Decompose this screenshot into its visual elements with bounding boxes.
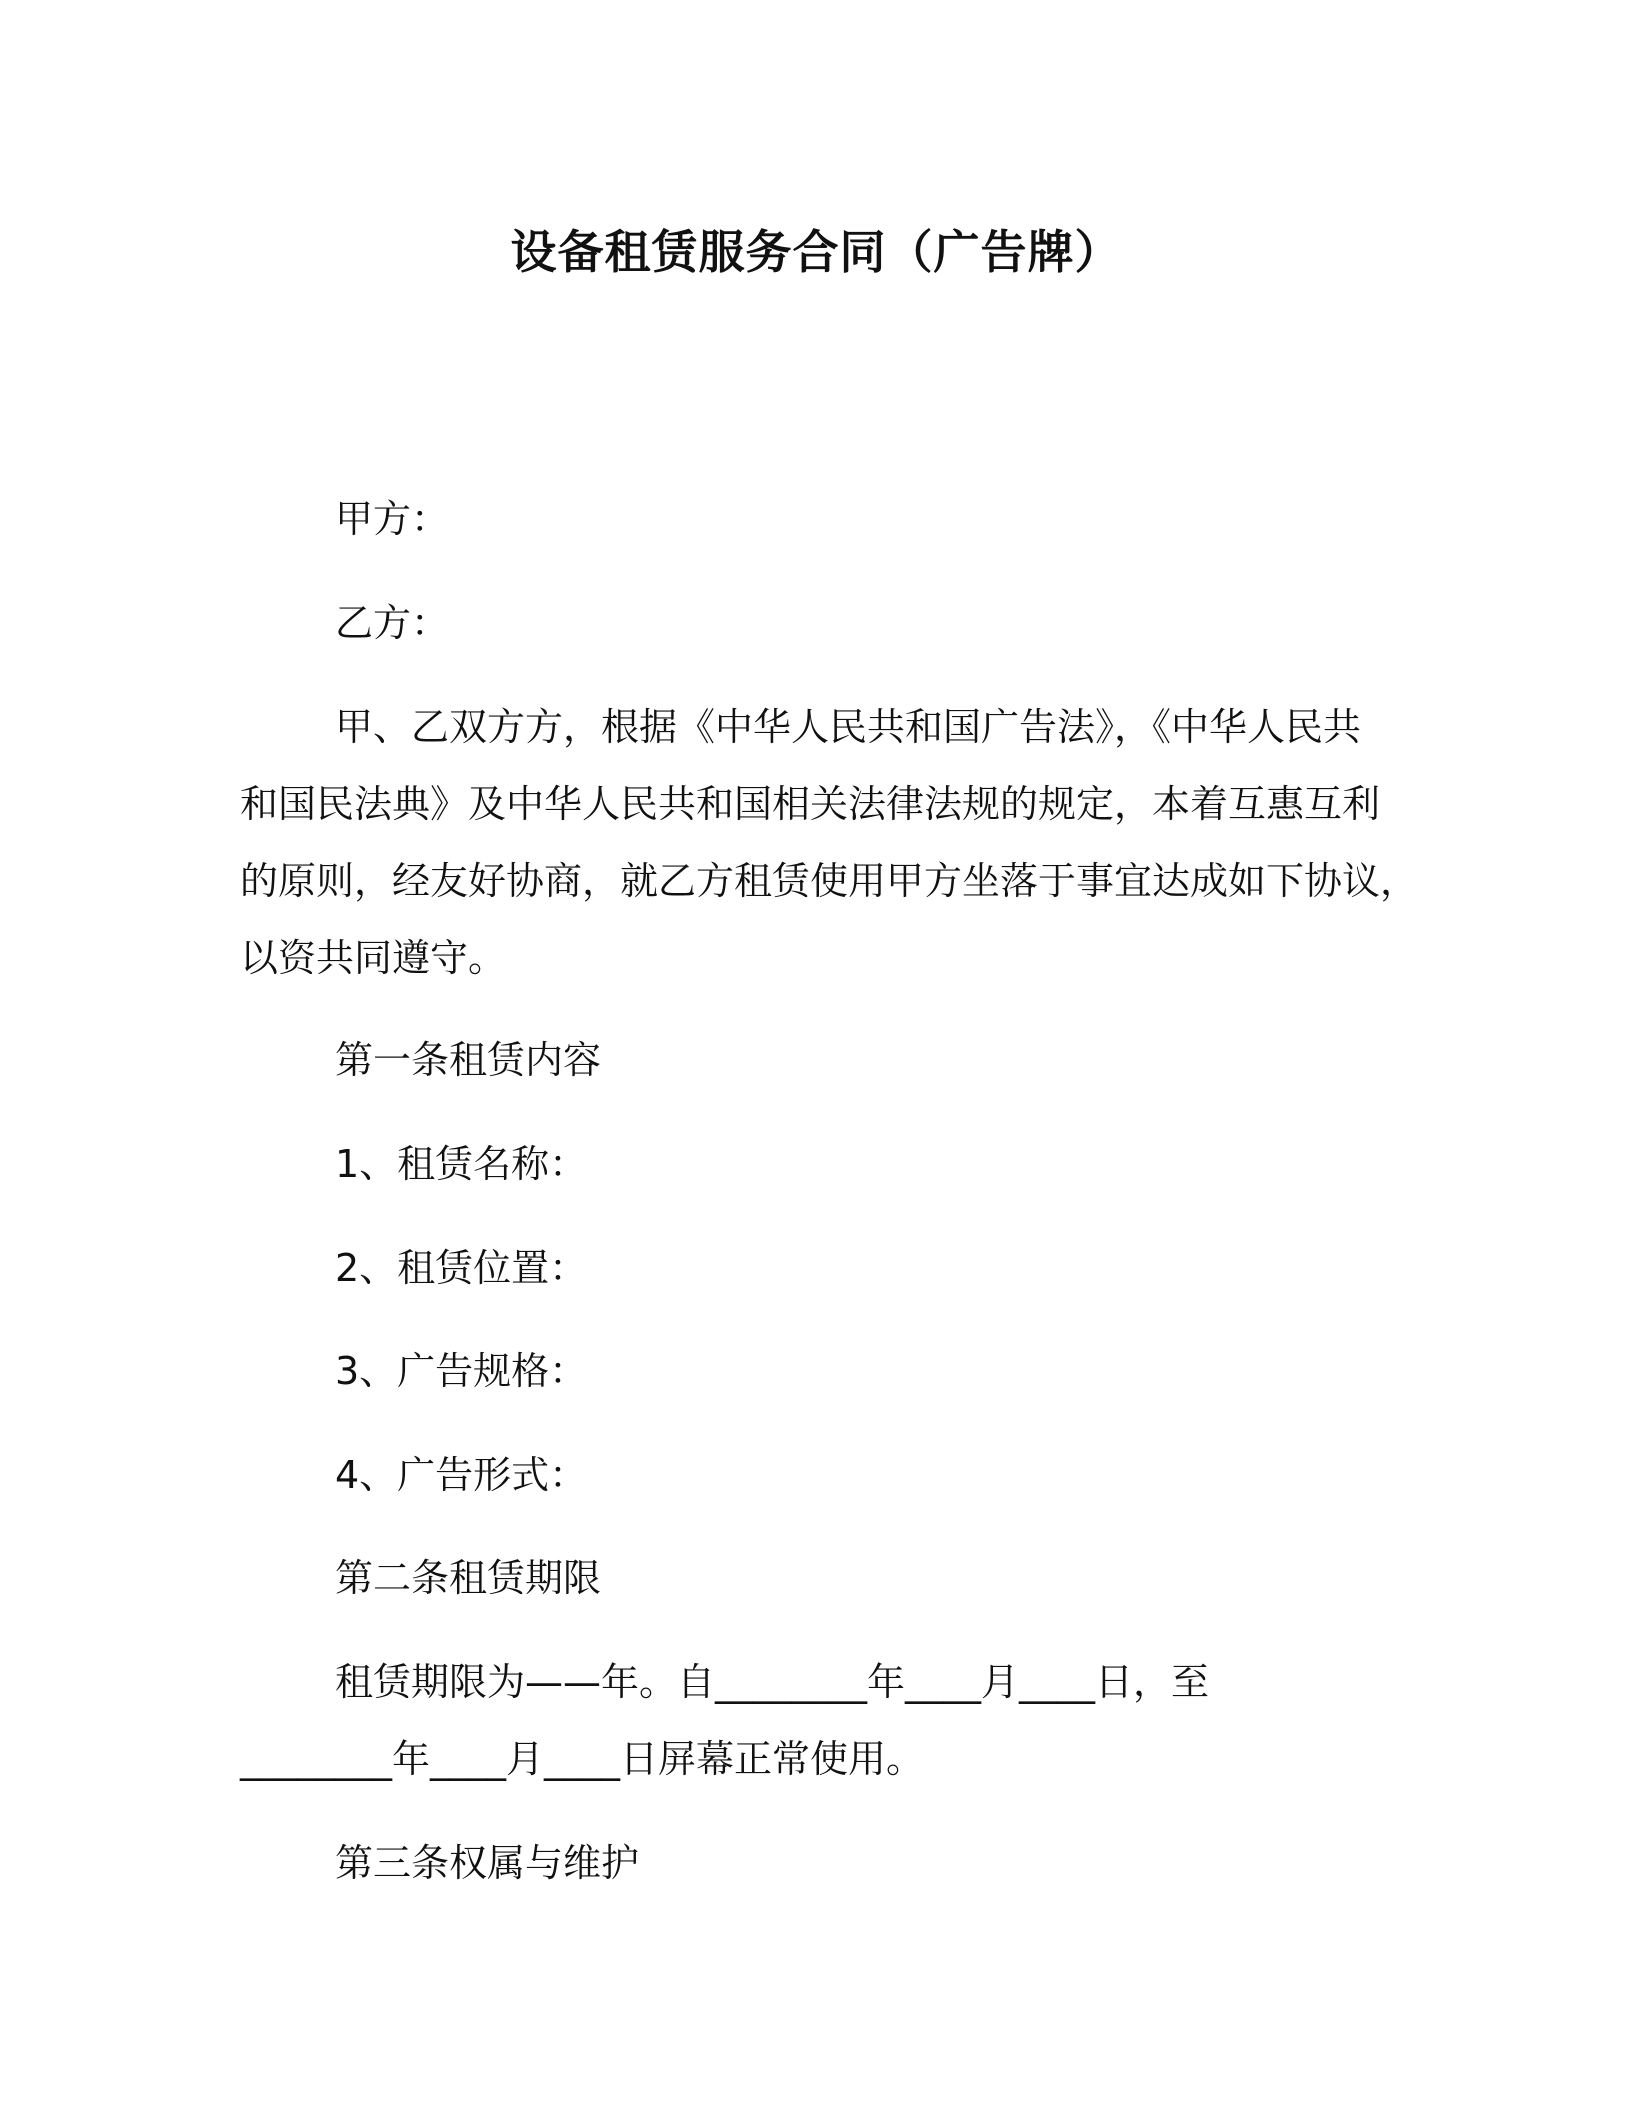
preamble-line-4: 以资共同遵守。 (240, 936, 507, 980)
preamble-line-3: 的原则，经友好协商，就乙方租赁使用甲方坐落于事宜达成如下协议， (240, 859, 1419, 903)
article-1-item-3: 3、广告规格： (335, 1349, 588, 1393)
article-2-heading: 第二条租赁期限 (335, 1556, 602, 1600)
article-2-line-1: 租赁期限为——年。自________年____月____日，至 (335, 1660, 1210, 1704)
article-3-heading: 第三条权属与维护 (335, 1841, 640, 1885)
preamble-line-2: 和国民法典》及中华人民共和国相关法律法规的规定，本着互惠互利 (240, 782, 1381, 826)
article-2-line-2: ________年____月____日屏幕正常使用。 (240, 1737, 925, 1781)
preamble-line-1: 甲、乙双方方，根据《中华人民共和国广告法》，《中华人民共 (335, 705, 1362, 749)
article-1-item-1: 1、租赁名称： (335, 1142, 588, 1186)
document-title: 设备租赁服务合同（广告牌） (510, 225, 1122, 279)
party-b-label: 乙方： (335, 601, 450, 645)
party-a-label: 甲方： (335, 497, 450, 541)
article-1-item-2: 2、租赁位置： (335, 1246, 588, 1290)
article-1-item-4: 4、广告形式： (335, 1453, 588, 1497)
article-1-heading: 第一条租赁内容 (335, 1038, 602, 1082)
